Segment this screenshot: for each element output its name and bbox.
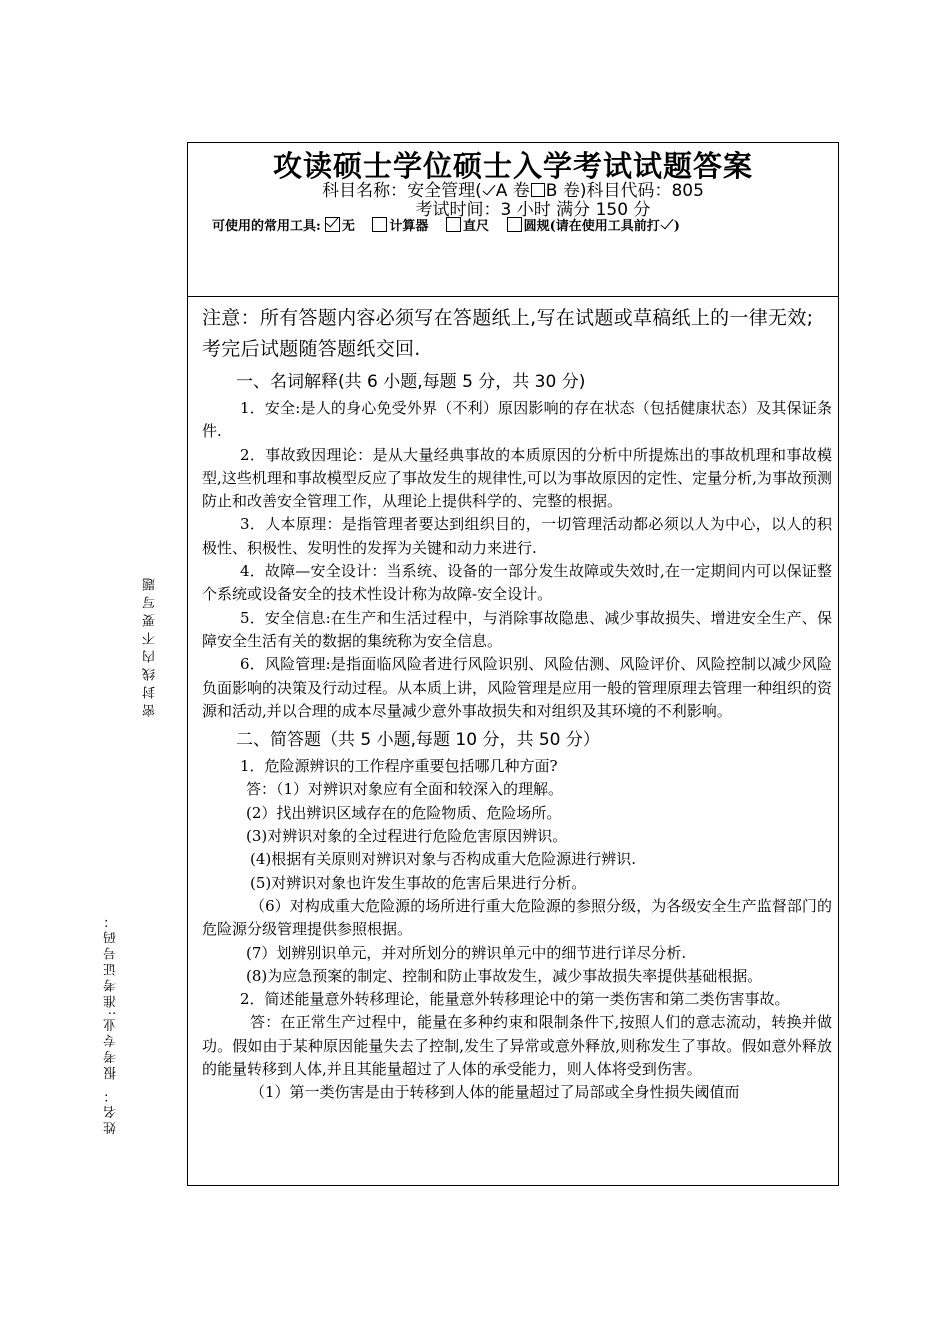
checkmark-icon: [660, 218, 674, 232]
checkbox-icon: [507, 217, 522, 232]
question: 1．危险源辨识的工作程序重要包括哪几种方面?: [240, 757, 558, 776]
subject-prefix: 科目名称：安全管理(: [322, 181, 482, 201]
question: 2．简述能量意外转移理论，能量意外转移理论中的第一类伤害和第二类伤害事故。: [240, 990, 790, 1009]
answer-line: （1）第一类伤害是由于转移到人体的能量超过了局部或全身性损失阈值而: [250, 1083, 740, 1102]
tool-ruler: 直尺: [463, 219, 490, 234]
checkbox-icon: [372, 217, 387, 232]
term-item: 1．安全:是人的身心免受外界（不利）原因影响的存在状态（包括健康状态）及其保证条件.: [202, 399, 832, 441]
answer-line: 答：在正常生产过程中，能量在多种约束和限制条件下,按照人们的意志流动，转换并做功。假如由于某种原因能量失去了控制,发生了异常或意外释放,则称发生了事故。假如意外释放的能量转移到人体,并且其能量超过了人体的承受能力，则人体将受到伤害。: [202, 1013, 832, 1079]
tools-end: ): [673, 219, 680, 234]
answer-line: (2）找出辨识区域存在的危险物质、危险场所。: [246, 803, 562, 822]
answer-line: (5)对辨识对象也许发生事故的危害后果进行分析。: [250, 873, 587, 892]
checkbox-checked-icon: [325, 217, 340, 232]
exam-time-line: 考试时间：3 小时 满分 150 分: [415, 200, 651, 220]
notice: 注意：所有答题内容必须写在答题纸上,写在试题或草稿纸上的一律无效;考完后试题随答题纸交回.: [202, 307, 814, 360]
term-item: 3．人本原理：是指管理者要达到组织目的，一切管理活动都必须以人为中心，以人的积极性、积极性、发明性的发挥为关键和动力来进行.: [202, 515, 832, 557]
section-heading: 一、名词解释(共 6 小题,每题 5 分，共 30 分): [236, 372, 586, 392]
answer-line: (3)对辨识对象的全过程进行危险危害原因辨识。: [246, 827, 568, 846]
exam-header: [188, 143, 838, 297]
tools-line: [212, 215, 680, 234]
term-item: 5．安全信息:在生产和生活过程中，与消除事故隐患、减少事故损失、增进安全生产、保障安全生活有关的数据的集统称为安全信息。: [202, 608, 832, 650]
section-heading: 二、简答题（共 5 小题,每题 10 分，共 50 分）: [236, 730, 600, 751]
answer-line: 答：（1）对辨识对象应有全面和较深入的理解。: [246, 780, 564, 799]
tool-compass: 圆规(请在使用工具前打: [523, 219, 660, 234]
answer-line: (8)为应急预案的制定、控制和防止事故发生，减少事故损失率提供基础根据。: [246, 966, 763, 985]
subject-b: B 卷)科目代码：805: [545, 181, 704, 201]
candidate-info-label: 姓名： 报考专业:准考证号码：: [104, 912, 119, 1135]
term-item: 4．故障—安全设计：当系统、设备的一部分发生故障或失效时,在一定期间内可以保证整个系统或设备安全的技术性设计称为故障-安全设计。: [202, 562, 832, 604]
term-item: 6．风险管理:是指面临风险者进行风险识别、风险估测、风险评价、风险控制以减少风险负面影响的决策及行动过程。从本质上讲，风险管理是应用一般的管理原理去管理一种组织的资源和活动,并以合理的成本尽量减少意外事故损失和对组织及其环境的不利影响。: [202, 655, 833, 720]
subject-a: A 卷: [495, 181, 530, 201]
answer-line: (4)根据有关原则对辨识对象与否构成重大危险源进行辨识.: [250, 850, 637, 869]
tool-calculator: 计算器: [389, 219, 429, 234]
tools-label: 可使用的常用工具:: [212, 219, 321, 234]
seal-line-notice: 密封线内不要写题: [143, 573, 158, 717]
exam-body: [202, 303, 832, 1105]
exam-frame: [187, 142, 839, 1186]
answer-line: (7）划辨别识单元，并对所划分的辨识单元中的细节进行详尽分析.: [246, 943, 687, 962]
answer-line: （6）对构成重大危险源的场所进行重大危险源的参照分级，为各级安全生产监督部门的危险源分级管理提供参照根据。: [202, 896, 832, 939]
checkbox-icon: [446, 217, 461, 232]
term-item: 2．事故致因理论：是从大量经典事故的本质原因的分析中所提炼出的事故机理和事故模型,这些机理和事故模型反应了事故发生的规律性,可以为事故原因的定性、定量分析,为事故预测防止和改善安全管理工作，从理论上提供科学的、完整的根据。: [202, 445, 832, 511]
tool-none: 无: [341, 219, 355, 234]
exam-title: 攻读硕士学位硕士入学考试试题答案: [272, 149, 753, 183]
